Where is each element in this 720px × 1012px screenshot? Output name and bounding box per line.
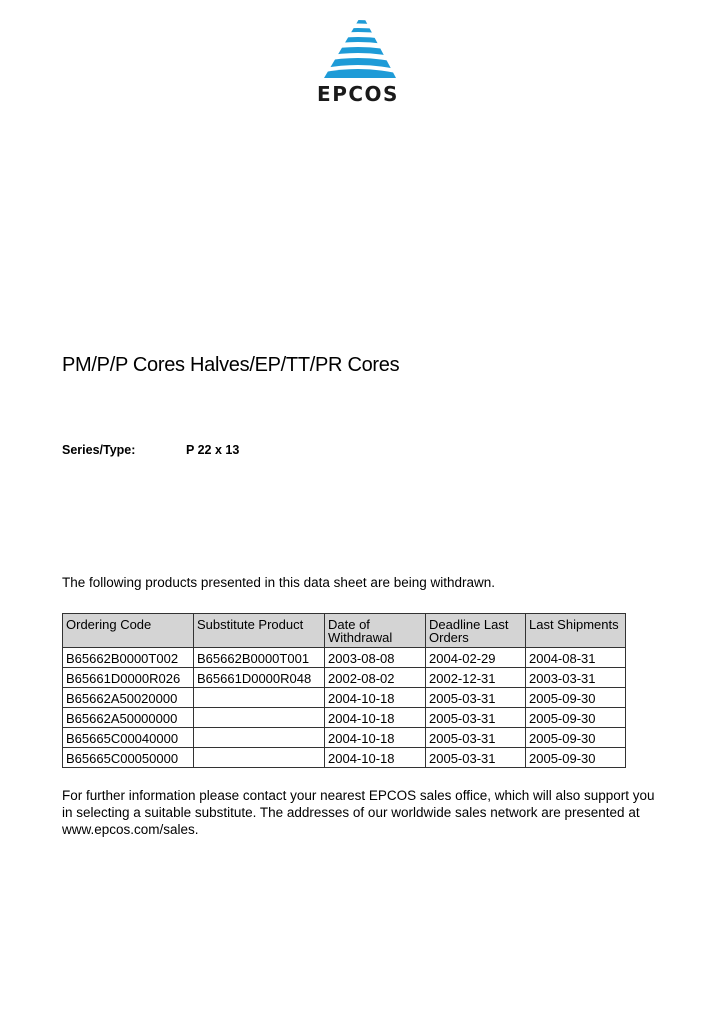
table-row [63, 748, 626, 768]
cell-date-of-withdrawal: 2004-10-18 [325, 748, 426, 768]
cell-substitute-product: B65661D0000R048 [194, 668, 325, 688]
cell-date-of-withdrawal: 2004-10-18 [325, 688, 426, 708]
withdrawn-products-table [62, 613, 626, 768]
cell-substitute-product: B65662B0000T001 [194, 648, 325, 668]
cell-date-of-withdrawal: 2002-08-02 [325, 668, 426, 688]
series-label: Series/Type: [62, 443, 136, 457]
cell-substitute-product [194, 688, 325, 708]
header-substitute-product: Substitute Product [194, 614, 325, 648]
page-title: PM/P/P Cores Halves/EP/TT/PR Cores [62, 354, 400, 376]
epcos-triangle-icon [320, 14, 396, 80]
cell-ordering-code: B65665C00040000 [63, 728, 194, 748]
intro-text: The following products presented in this data sheet are being withdrawn. [62, 575, 496, 590]
table-header-row [63, 614, 626, 648]
cell-substitute-product [194, 748, 325, 768]
cell-last-shipments: 2005-09-30 [526, 708, 626, 728]
cell-deadline-last-orders: 2005-03-31 [426, 728, 526, 748]
cell-last-shipments: 2004-08-31 [526, 648, 626, 668]
cell-deadline-last-orders: 2004-02-29 [426, 648, 526, 668]
cell-last-shipments: 2005-09-30 [526, 728, 626, 748]
cell-ordering-code: B65662A50000000 [63, 708, 194, 728]
cell-deadline-last-orders: 2002-12-31 [426, 668, 526, 688]
table-row [63, 728, 626, 748]
cell-ordering-code: B65665C00050000 [63, 748, 194, 768]
footer-contact-text: For further information please contact your nearest EPCOS sales office, which will also support you in selecting a suitable substitute. The addresses of our worldwide sales network are presented at www.epcos.com/sales. [62, 788, 655, 837]
table-row [63, 648, 626, 668]
header-ordering-code: Ordering Code [63, 614, 194, 648]
table-row [63, 708, 626, 728]
header-date-of-withdrawal: Date of Withdrawal [325, 614, 426, 648]
cell-deadline-last-orders: 2005-03-31 [426, 748, 526, 768]
cell-deadline-last-orders: 2005-03-31 [426, 688, 526, 708]
epcos-logo [300, 14, 416, 106]
header-last-shipments: Last Shipments [526, 614, 626, 648]
cell-last-shipments: 2005-09-30 [526, 688, 626, 708]
cell-date-of-withdrawal: 2004-10-18 [325, 708, 426, 728]
cell-last-shipments: 2005-09-30 [526, 748, 626, 768]
cell-date-of-withdrawal: 2003-08-08 [325, 648, 426, 668]
table-row [63, 688, 626, 708]
cell-ordering-code: B65662A50020000 [63, 688, 194, 708]
cell-date-of-withdrawal: 2004-10-18 [325, 728, 426, 748]
cell-deadline-last-orders: 2005-03-31 [426, 708, 526, 728]
cell-ordering-code: B65662B0000T002 [63, 648, 194, 668]
table-row [63, 668, 626, 688]
header-deadline-last-orders: Deadline Last Orders [426, 614, 526, 648]
logo-text: EPCOS [317, 82, 399, 106]
cell-last-shipments: 2003-03-31 [526, 668, 626, 688]
cell-substitute-product [194, 728, 325, 748]
cell-substitute-product [194, 708, 325, 728]
cell-ordering-code: B65661D0000R026 [63, 668, 194, 688]
series-value: P 22 x 13 [186, 443, 240, 457]
